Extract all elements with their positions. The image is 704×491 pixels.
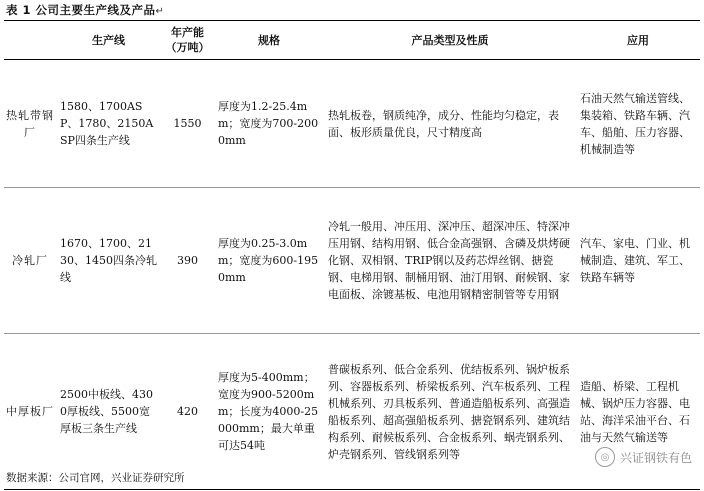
cell-capacity: 390	[177, 254, 198, 267]
cell-lines: 2500中板线、4300厚板线、5500宽厚板三条生产线	[60, 388, 153, 435]
wechat-logo-icon: ◎	[595, 447, 615, 467]
watermark	[595, 447, 692, 467]
table-header-row	[4, 21, 700, 60]
cell-spec: 厚度为5-400mm；宽度为900-5200mm；长度为4000-25000mm；最大单重可达54吨	[218, 371, 319, 452]
production-lines-table	[4, 20, 700, 490]
table-row	[4, 60, 700, 188]
cell-type: 中厚板厂	[6, 405, 54, 418]
cell-capacity: 1550	[173, 117, 202, 130]
cell-spec: 厚度为0.25-3.0mm；宽度为600-1950mm	[218, 237, 319, 284]
header-lines: 生产线	[92, 33, 125, 47]
cell-product: 普碳板系列、低合金系列、优结板系列、锅炉板系列、容器板系列、桥梁板系列、汽车板系列、工程机械系列、刃具板系列、普通造船板系列、高强造船板系列、超高强船板系列、搪瓷钢系列、建筑结构系列、耐候板系列、合金板系列、蜗壳钢系列、炉壳钢系列、管线钢系列等	[328, 362, 570, 461]
table-row	[4, 188, 700, 334]
cell-application: 石油天然气输送管线、集装箱、铁路车辆、汽车、船舶、压力容器、机械制造等	[580, 91, 690, 156]
header-product: 产品类型及性质	[411, 33, 489, 47]
cell-application: 造船、桥梁、工程机械、锅炉压力容器、电站、海洋采油平台、石油与天然气输送等	[580, 379, 690, 444]
header-capacity: 年产能 （万吨）	[165, 26, 210, 54]
cell-product: 热轧板卷，钢质纯净，成分、性能均匀稳定，表面、板形质量优良，尺寸精度高	[328, 108, 559, 139]
header-spec: 规格	[258, 33, 280, 47]
cell-product: 冷轧一般用、冲压用、深冲压、超深冲压、特深冲压用钢、结构用钢、低合金高强钢、含磷及烘烤硬化钢、双相钢、TRIP钢以及药芯焊丝钢、搪瓷钢、电梯用钢、制桶用钢、油汀用钢、耐候钢、家电面板、涂镀基板、电池用钢精密制管等专用钢	[328, 220, 570, 301]
table-caption: 表 1 公司主要生产线及产品↵	[6, 3, 165, 17]
cell-type: 热轧带钢厂	[6, 108, 54, 139]
header-application: 应用	[627, 33, 649, 47]
watermark-text: 兴证钢铁有色	[619, 450, 692, 465]
cell-type: 冷轧厂	[12, 254, 48, 267]
header-type	[4, 21, 56, 60]
cell-spec: 厚度为1.2-25.4mm；宽度为700-2000mm	[218, 100, 319, 147]
cell-capacity: 420	[177, 405, 198, 418]
cell-lines: 1580、1700ASP、1780、2150ASP四条生产线	[60, 100, 154, 147]
source-note: 数据来源：公司官网，兴业证券研究所	[6, 472, 185, 484]
cell-lines: 1670、1700、2130、1450四条冷轧线	[60, 237, 157, 284]
cell-application: 汽车、家电、门业、机械制造、建筑、军工、铁路车辆等	[580, 237, 690, 284]
